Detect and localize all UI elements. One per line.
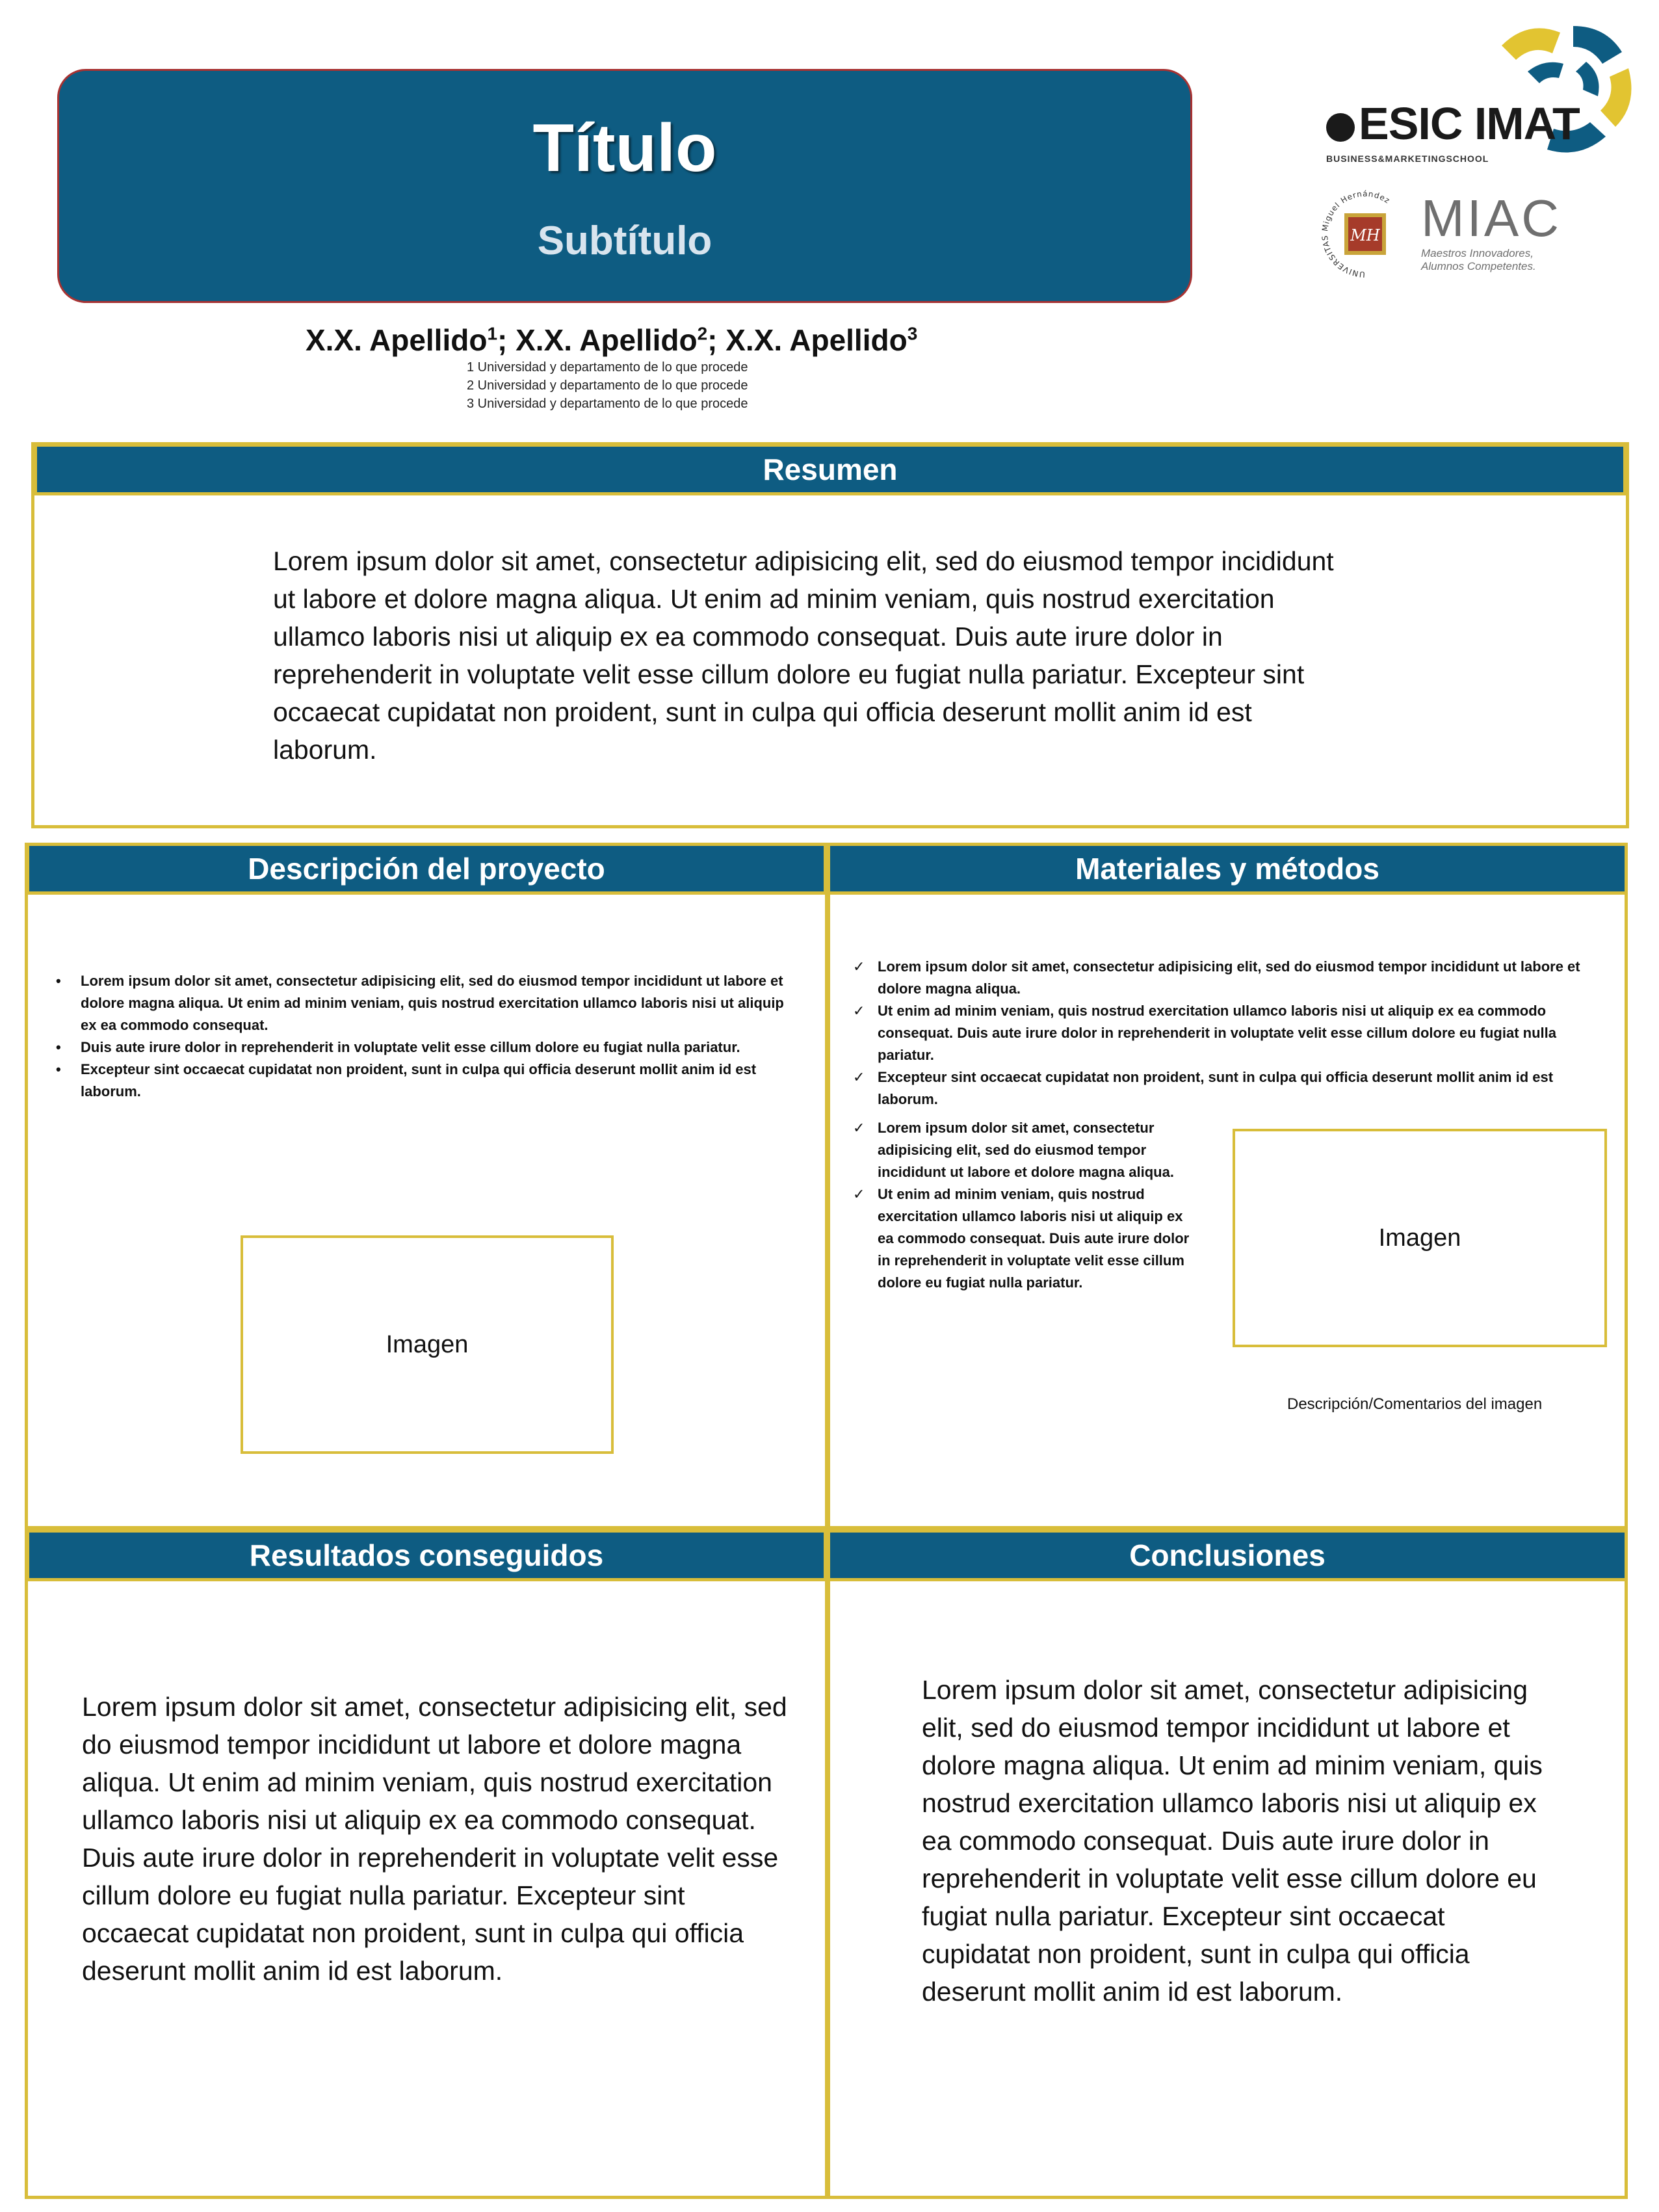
title-banner bbox=[57, 69, 1192, 303]
materiales-heading: Materiales y métodos bbox=[827, 843, 1628, 895]
descripcion-image-placeholder: Imagen bbox=[241, 1235, 614, 1454]
resultados-heading: Resultados conseguidos bbox=[26, 1529, 827, 1581]
list-item: ✓ Excepteur sint occaecat cupidatat non proident, sunt in culpa qui officia deserunt mollit anim id est laborum. bbox=[853, 1066, 1600, 1111]
materiales-list-narrow bbox=[853, 1117, 1197, 1294]
bullet-icon: • bbox=[56, 1039, 61, 1055]
bullet-icon: • bbox=[56, 1061, 61, 1077]
umh-logo bbox=[1320, 189, 1411, 280]
affiliation-3: 3 Universidad y departamento de lo que procede bbox=[467, 397, 748, 411]
descripcion-heading: Descripción del proyecto bbox=[26, 843, 827, 895]
resumen-text: Lorem ipsum dolor sit amet, consectetur adipisicing elit, sed do eiusmod tempor incididunt ut labore et dolore magna aliqua. Ut enim ad minim veniam, quis nostrud exercitation ullamco laboris nisi ut aliquip ex ea commodo consequat. Duis aute irure dolor in reprehenderit in voluptate velit esse cillum dolore eu fugiat nulla pariatur. Excepteur sint occaecat cupidatat non proident, sunt in culpa qui officia deserunt mollit anim id est laborum. bbox=[273, 546, 1334, 765]
poster-title: Título bbox=[532, 111, 717, 186]
bullet-icon: • bbox=[56, 973, 61, 989]
author-3-sup: 3 bbox=[907, 323, 918, 344]
check-icon: ✓ bbox=[853, 1120, 865, 1136]
affiliation-1: 1 Universidad y departamento de lo que procede bbox=[467, 360, 748, 375]
materiales-list bbox=[853, 956, 1600, 1111]
author-1: X.X. Apellido bbox=[306, 323, 488, 357]
logo-area bbox=[1313, 13, 1638, 286]
author-3: X.X. Apellido bbox=[725, 323, 908, 357]
materiales-image-placeholder: Imagen bbox=[1233, 1129, 1607, 1347]
descripcion-list bbox=[56, 970, 797, 1103]
umh-ring-text: UNIVERSITAS Miguel Hernández bbox=[1320, 189, 1392, 280]
check-icon: ✓ bbox=[853, 958, 865, 975]
esic-tagline: BUSINESS&MARKETINGSCHOOL bbox=[1326, 153, 1489, 164]
miac-logo: MIAC bbox=[1421, 189, 1561, 247]
miac-tagline-2: Alumnos Competentes. bbox=[1421, 260, 1536, 272]
check-icon: ✓ bbox=[853, 1069, 865, 1085]
list-item: • Lorem ipsum dolor sit amet, consectetur adipisicing elit, sed do eiusmod tempor incididunt ut labore et dolore magna aliqua. Ut enim ad minim veniam, quis nostrud exercitation ullamco laboris nisi ut aliquip ex ea commodo consequat. bbox=[56, 970, 797, 1036]
list-item: • Excepteur sint occaecat cupidatat non proident, sunt in culpa qui officia deserunt mollit anim id est laborum. bbox=[56, 1059, 797, 1103]
conclusiones-text: Lorem ipsum dolor sit amet, consectetur adipisicing elit, sed do eiusmod tempor incididunt ut labore et dolore magna aliqua. Ut enim ad minim veniam, quis nostrud exercitation ullamco laboris nisi ut aliquip ex ea commodo consequat. Duis aute irure dolor in reprehenderit in voluptate velit esse cillum dolore eu fugiat nulla pariatur. Excepteur sint occaecat cupidatat non proident, sunt in culpa qui officia deserunt mollit anim id est laborum. bbox=[922, 1675, 1543, 2007]
resultados-text: Lorem ipsum dolor sit amet, consectetur adipisicing elit, sed do eiusmod tempor incididunt ut labore et dolore magna aliqua. Ut enim ad minim veniam, quis nostrud exercitation ullamco laboris nisi ut aliquip ex ea commodo consequat. Duis aute irure dolor in reprehenderit in voluptate velit esse cillum dolore eu fugiat nulla pariatur. Excepteur sint occaecat cupidatat non proident, sunt in culpa qui officia deserunt mollit anim id est laborum. bbox=[82, 1692, 787, 1986]
list-item: ✓ Lorem ipsum dolor sit amet, consectetur adipisicing elit, sed do eiusmod tempor incididunt ut labore et dolore magna aliqua. bbox=[853, 956, 1600, 1000]
author-2: X.X. Apellido bbox=[516, 323, 698, 357]
list-item: ✓ Ut enim ad minim veniam, quis nostrud exercitation ullamco laboris nisi ut aliquip ex ea commodo consequat. Duis aute irure dolor in reprehenderit in voluptate velit esse cillum dolore eu fugiat nulla pariatur. bbox=[853, 1183, 1197, 1294]
author-1-sup: 1 bbox=[487, 323, 498, 344]
list-item: ✓ Ut enim ad minim veniam, quis nostrud exercitation ullamco laboris nisi ut aliquip ex ea commodo consequat. Duis aute irure dolor in reprehenderit in voluptate velit esse cillum dolore eu fugiat nulla pariatur. bbox=[853, 1000, 1600, 1066]
check-icon: ✓ bbox=[853, 1186, 865, 1202]
check-icon: ✓ bbox=[853, 1003, 865, 1019]
list-item: ✓ Lorem ipsum dolor sit amet, consectetur adipisicing elit, sed do eiusmod tempor incididunt ut labore et dolore magna aliqua. bbox=[853, 1117, 1197, 1183]
miac-tagline bbox=[1421, 247, 1536, 273]
conclusiones-heading: Conclusiones bbox=[827, 1529, 1628, 1581]
poster-subtitle: Subtítulo bbox=[537, 218, 712, 263]
esic-logo bbox=[1326, 98, 1580, 150]
author-2-sup: 2 bbox=[697, 323, 708, 344]
affiliation-2: 2 Universidad y departamento de lo que procede bbox=[467, 378, 748, 393]
list-item: • Duis aute irure dolor in reprehenderit in voluptate velit esse cillum dolore eu fugiat nulla pariatur. bbox=[56, 1036, 797, 1059]
imat-wordmark: IMAT bbox=[1474, 98, 1580, 149]
miac-tagline-1: Maestros Innovadores, bbox=[1421, 247, 1534, 259]
image-caption: Descripción/Comentarios del imagen bbox=[1287, 1395, 1543, 1413]
authors-line: X.X. Apellido$^1$; X.X. Apellido$^2$; X.X. Apellido$^3$ bbox=[306, 323, 918, 357]
umh-mark: MH bbox=[1350, 226, 1380, 244]
resumen-heading: Resumen bbox=[34, 443, 1626, 495]
esic-wordmark: ESIC bbox=[1359, 98, 1463, 149]
